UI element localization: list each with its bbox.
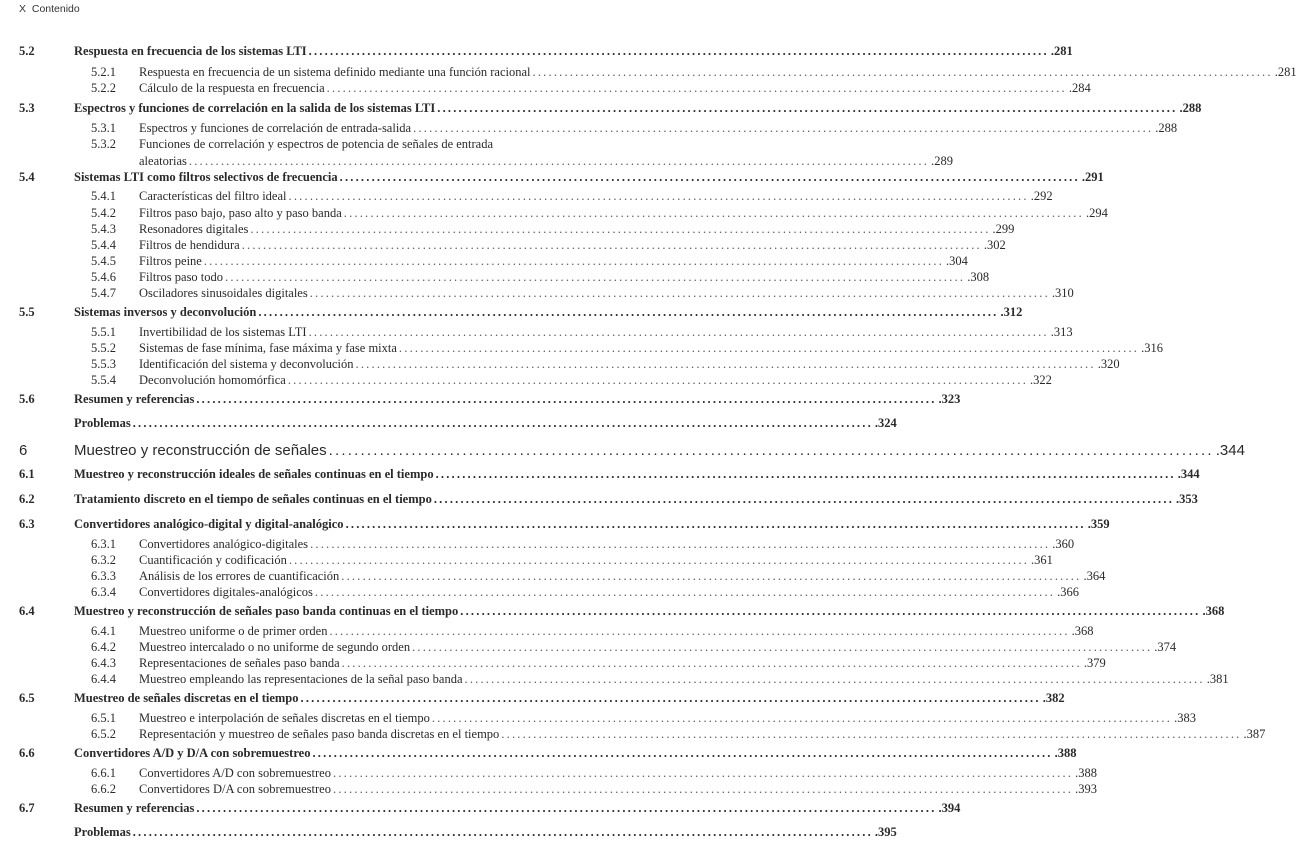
- toc-section[interactable]: [0, 392, 961, 408]
- dot-leader: ...........................................................................................................................................: [308, 44, 1049, 58]
- toc-page-number: .368: [1071, 624, 1094, 638]
- toc-title-line: [139, 672, 1229, 687]
- toc-title-line: [139, 189, 1053, 204]
- dot-leader: ...........................................................................................................................................: [464, 672, 1205, 686]
- toc-number: 5.3.1: [91, 121, 116, 135]
- toc-title-line: [74, 517, 1110, 532]
- dot-leader: ...........................................................................................................................................: [332, 766, 1074, 780]
- toc-subsection[interactable]: [0, 727, 1266, 743]
- running-header-label: Contenido: [31, 3, 80, 15]
- toc-page-number: .364: [1083, 569, 1106, 583]
- toc-page-number: .299: [992, 222, 1015, 236]
- toc-page-number: .291: [1081, 170, 1104, 184]
- toc-page-number: .316: [1141, 341, 1163, 355]
- toc-number: 6.4.3: [91, 656, 116, 670]
- toc-subsection[interactable]: [0, 238, 1006, 254]
- toc-subsection[interactable]: [0, 65, 1297, 81]
- toc-subsection[interactable]: [0, 711, 1196, 727]
- toc-title: Filtros de hendidura: [139, 238, 240, 252]
- dot-leader: ...........................................................................................................................................: [258, 305, 999, 319]
- toc-title-line: [74, 305, 1023, 320]
- toc-title-line: [139, 357, 1120, 372]
- toc-title: Tratamiento discreto en el tiempo de señales continuas en el tiempo: [74, 492, 432, 506]
- toc-title: Espectros y funciones de correlación en la salida de los sistemas LTI: [74, 101, 436, 115]
- dot-leader: ...........................................................................................................................................: [203, 254, 945, 268]
- toc-subsection[interactable]: [0, 270, 990, 286]
- toc-title-line: [139, 537, 1075, 552]
- dot-leader: ...........................................................................................................................................: [355, 357, 1096, 371]
- toc-title: Filtros paso todo: [139, 270, 224, 284]
- toc-title: Deconvolución homomórfica: [139, 373, 286, 387]
- toc-page-number: .324: [874, 416, 897, 430]
- dot-leader: ...........................................................................................................................................: [435, 467, 1176, 481]
- toc-title: Problemas: [74, 416, 131, 430]
- toc-title: Convertidores analógico-digitales: [139, 537, 309, 551]
- toc-number: 6.6.2: [91, 782, 116, 796]
- toc-title: Convertidores A/D y D/A con sobremuestreo: [74, 746, 311, 760]
- toc-subsection[interactable]: [0, 286, 1074, 302]
- toc-title: Cuantificación y codificación: [139, 553, 287, 567]
- toc-page-number: .388: [1054, 746, 1077, 760]
- dot-leader: ...........................................................................................................................................: [196, 801, 937, 815]
- toc-title: Resumen y referencias: [74, 801, 195, 815]
- toc-title-line: [139, 222, 1015, 237]
- toc-number: 5.4.2: [91, 206, 116, 220]
- toc-subsection[interactable]: [0, 624, 1094, 640]
- dot-leader: ...........................................................................................................................................: [341, 656, 1082, 670]
- toc-title: Muestreo y reconstrucción ideales de señales continuas en el tiempo: [74, 467, 434, 481]
- dot-leader: ...........................................................................................................................................: [288, 553, 1030, 567]
- dot-leader: ...........................................................................................................................................: [329, 624, 1070, 638]
- toc-number: 6.4: [19, 604, 35, 618]
- toc-title: Sistemas LTI como filtros selectivos de frecuencia: [74, 170, 338, 184]
- dot-leader: ...........................................................................................................................................: [437, 101, 1178, 115]
- toc-number: 6.5.1: [91, 711, 116, 725]
- toc-page-number: .294: [1085, 206, 1108, 220]
- toc-number: 5.4.1: [91, 189, 116, 203]
- toc-number: 5.4.7: [91, 286, 116, 300]
- toc-page-number: .366: [1057, 585, 1079, 599]
- toc-number: 5.6: [19, 392, 35, 406]
- toc-title-line: [139, 782, 1098, 797]
- dot-leader: ...........................................................................................................................................: [250, 222, 991, 236]
- toc-number: 5.2: [19, 44, 35, 58]
- dot-leader: ...........................................................................................................................................: [532, 65, 1273, 79]
- toc-title-line: [74, 691, 1065, 706]
- toc-title-line: [139, 766, 1098, 781]
- toc-subsection[interactable]: [0, 782, 1098, 798]
- toc-title: Resonadores digitales: [139, 222, 249, 236]
- toc-section[interactable]: [0, 746, 1077, 762]
- toc-number: 6.3.4: [91, 585, 116, 599]
- toc-page-number: .387: [1243, 727, 1266, 741]
- toc-page-number: .322: [1030, 373, 1052, 387]
- toc-number: 5.3.2: [91, 137, 116, 151]
- toc-title: Muestreo y reconstrucción de señales: [74, 442, 327, 459]
- dot-leader: ...........................................................................................................................................: [309, 286, 1050, 300]
- toc-page-number: .353: [1176, 492, 1198, 506]
- toc-subsection[interactable]: [0, 189, 1053, 205]
- toc-page-number: .381: [1206, 672, 1229, 686]
- toc-title-line: [139, 65, 1297, 80]
- toc-title-line: [139, 640, 1177, 655]
- toc-number: 5.2.1: [91, 65, 116, 79]
- toc-subsection[interactable]: [0, 640, 1177, 656]
- toc-number: 5.4: [19, 170, 35, 184]
- dot-leader: ...........................................................................................................................................: [341, 569, 1082, 583]
- toc-title-line: [74, 101, 1202, 116]
- toc-number: 5.5: [19, 305, 35, 319]
- toc-number: 5.4.5: [91, 254, 116, 268]
- toc-title-line: [139, 325, 1073, 340]
- dot-leader: ...........................................................................................................................................: [398, 341, 1140, 355]
- toc-title: Convertidores D/A con sobremuestreo: [139, 782, 331, 796]
- toc-title: Representación y muestreo de señales paso banda discretas en el tiempo: [139, 727, 500, 741]
- toc-page-number: .394: [938, 801, 961, 815]
- toc-title-line: [139, 154, 953, 169]
- toc-page-number: .292: [1030, 189, 1053, 203]
- toc-title: Muestreo y reconstrucción de señales paso banda continuas en el tiempo: [74, 604, 459, 618]
- toc-title-line: [139, 553, 1053, 568]
- toc-title: Filtros paso bajo, paso alto y paso banda: [139, 206, 342, 220]
- dot-leader: ...........................................................................................................................................: [501, 727, 1242, 741]
- toc-page-number: .281: [1050, 44, 1073, 58]
- page-number-roman: X: [19, 3, 27, 15]
- toc-page-number: .368: [1202, 604, 1225, 618]
- toc-title-line: [139, 206, 1108, 221]
- dot-leader: ...........................................................................................................................................: [132, 825, 873, 839]
- toc-title-line: [74, 604, 1225, 619]
- toc-title: Osciladores sinusoidales digitales: [139, 286, 308, 300]
- toc-subsection[interactable]: [0, 553, 1053, 569]
- toc-title: Muestreo intercalado o no uniforme de segundo orden: [139, 640, 411, 654]
- toc-page-number: .344: [1177, 467, 1200, 481]
- toc-title-line: [139, 727, 1266, 742]
- toc-section[interactable]: [0, 801, 961, 817]
- dot-leader: ...........................................................................................................................................: [300, 691, 1041, 705]
- toc-page-number: .312: [1000, 305, 1023, 319]
- toc-title-line: [74, 44, 1073, 59]
- dot-leader: ...........................................................................................................................................: [328, 442, 1214, 459]
- dot-leader: ...........................................................................................................................................: [314, 585, 1056, 599]
- toc-title: Convertidores digitales-analógicos: [139, 585, 313, 599]
- toc-title-line: [139, 270, 990, 285]
- toc-title: Sistemas inversos y deconvolución: [74, 305, 257, 319]
- toc-subsection[interactable]: [0, 341, 1163, 357]
- toc-page-number: .310: [1051, 286, 1074, 300]
- toc-chapter[interactable]: [0, 442, 1245, 459]
- toc-title-line: [74, 416, 897, 431]
- dot-leader: ...........................................................................................................................................: [196, 392, 937, 406]
- dot-leader: ...........................................................................................................................................: [188, 154, 930, 168]
- dot-leader: ...........................................................................................................................................: [460, 604, 1201, 618]
- dot-leader: ...........................................................................................................................................: [431, 711, 1173, 725]
- toc-page-number: .284: [1068, 81, 1091, 95]
- toc-title-line: [139, 656, 1106, 671]
- toc-subsection[interactable]: [0, 373, 1052, 389]
- toc-subsection[interactable]: [0, 569, 1106, 585]
- toc-title-line: [74, 801, 961, 816]
- toc-number: 5.2.2: [91, 81, 116, 95]
- toc-title-line: [139, 238, 1006, 253]
- toc-subsection[interactable]: [0, 766, 1098, 782]
- dot-leader: ...........................................................................................................................................: [433, 492, 1175, 506]
- toc-number: 6.6: [19, 746, 35, 760]
- toc-page-number: .288: [1179, 101, 1202, 115]
- toc-title-line: [139, 254, 968, 269]
- toc-title: Filtros peine: [139, 254, 202, 268]
- toc-title: Respuesta en frecuencia de los sistemas LTI: [74, 44, 307, 58]
- toc-number: 5.5.3: [91, 357, 116, 371]
- toc-title-line: [139, 624, 1094, 639]
- toc-section[interactable]: [0, 604, 1225, 620]
- toc-number: 6.1: [19, 467, 35, 481]
- toc-number: 6.4.1: [91, 624, 116, 638]
- toc-title: Muestreo uniforme o de primer orden: [139, 624, 328, 638]
- toc-page-number: .360: [1052, 537, 1075, 551]
- toc-subsection[interactable]: [0, 206, 1108, 222]
- toc-page-number: .374: [1154, 640, 1177, 654]
- toc-number: 5.4.3: [91, 222, 116, 236]
- toc-title: Características del filtro ideal: [139, 189, 287, 203]
- toc-section[interactable]: [0, 101, 1202, 117]
- toc-number: 6.4.4: [91, 672, 116, 686]
- toc-title-line: [74, 825, 897, 840]
- toc-page-number: .383: [1174, 711, 1196, 725]
- toc-section[interactable]: [0, 517, 1110, 533]
- toc-title-line: [74, 392, 961, 407]
- dot-leader: ...........................................................................................................................................: [345, 517, 1086, 531]
- toc-section[interactable]: [0, 44, 1073, 60]
- toc-number: 5.4.6: [91, 270, 116, 284]
- toc-title-line: [139, 286, 1074, 301]
- toc-title: Sistemas de fase mínima, fase máxima y fase mixta: [139, 341, 397, 355]
- toc-number: 6.5.2: [91, 727, 116, 741]
- dot-leader: ...........................................................................................................................................: [241, 238, 982, 252]
- running-header: [19, 3, 80, 15]
- toc-subsection[interactable]: [0, 357, 1120, 373]
- toc-page-number: .308: [967, 270, 990, 284]
- toc-number: 5.5.2: [91, 341, 116, 355]
- dot-leader: ...........................................................................................................................................: [288, 189, 1029, 203]
- toc-subsection[interactable]: [0, 672, 1229, 688]
- toc-number: 6.4.2: [91, 640, 116, 654]
- toc-section[interactable]: [0, 825, 897, 841]
- toc-number: 6.7: [19, 801, 35, 815]
- toc-page-number: .388: [1075, 766, 1098, 780]
- toc-title: Respuesta en frecuencia de un sistema definido mediante una función racional: [139, 65, 531, 79]
- toc-section[interactable]: [0, 416, 897, 432]
- toc-page-number: .304: [946, 254, 968, 268]
- toc-title: Muestreo empleando las representaciones de la señal paso banda: [139, 672, 463, 686]
- toc-page-number: .359: [1087, 517, 1110, 531]
- toc-number: 6.5: [19, 691, 35, 705]
- toc-title-line: [74, 492, 1198, 507]
- toc-number: 5.4.4: [91, 238, 116, 252]
- toc-subsection[interactable]: [0, 254, 968, 270]
- toc-page-number: .395: [874, 825, 897, 839]
- toc-title: Cálculo de la respuesta en frecuencia: [139, 81, 325, 95]
- dot-leader: ...........................................................................................................................................: [332, 782, 1074, 796]
- dot-leader: ...........................................................................................................................................: [287, 373, 1029, 387]
- toc-title-continuation: aleatorias: [139, 154, 187, 168]
- dot-leader: ...........................................................................................................................................: [326, 81, 1067, 95]
- toc-title: Resumen y referencias: [74, 392, 195, 406]
- dot-leader: ...........................................................................................................................................: [132, 416, 873, 430]
- toc-title-line: [139, 341, 1163, 356]
- toc-subsection[interactable]: [0, 325, 1073, 341]
- toc-page-number: .393: [1075, 782, 1098, 796]
- toc-section[interactable]: [0, 691, 1065, 707]
- toc-title: Convertidores A/D con sobremuestreo: [139, 766, 331, 780]
- dot-leader: ...........................................................................................................................................: [308, 325, 1049, 339]
- dot-leader: ...........................................................................................................................................: [413, 121, 1154, 135]
- toc-page-number: .281: [1274, 65, 1297, 79]
- toc-title: Problemas: [74, 825, 131, 839]
- toc-title: Espectros y funciones de correlación de entrada-salida: [139, 121, 412, 135]
- toc-number: 6.2: [19, 492, 35, 506]
- toc-number: 6.6.1: [91, 766, 116, 780]
- toc-title-line: [74, 467, 1200, 482]
- toc-number: 6.3: [19, 517, 35, 531]
- toc-subsection[interactable]: [0, 81, 1091, 97]
- toc-title: Análisis de los errores de cuantificación: [139, 569, 340, 583]
- toc-number: 5.5.4: [91, 373, 116, 387]
- toc-title: Convertidores analógico-digital y digital-analógico: [74, 517, 344, 531]
- toc-page-number: .313: [1050, 325, 1073, 339]
- toc-title-line: [139, 711, 1196, 726]
- toc-page-number: .344: [1215, 442, 1245, 459]
- dot-leader: ...........................................................................................................................................: [225, 270, 966, 284]
- toc-page-number: .379: [1083, 656, 1106, 670]
- toc-subsection[interactable]: [0, 121, 1178, 137]
- toc-title: Funciones de correlación y espectros de potencia de señales de entrada: [139, 137, 494, 151]
- dot-leader: ...........................................................................................................................................: [339, 170, 1080, 184]
- toc-page-number: .289: [931, 154, 953, 168]
- dot-leader: ...........................................................................................................................................: [312, 746, 1053, 760]
- toc-section[interactable]: [0, 305, 1023, 321]
- toc-section[interactable]: [0, 170, 1104, 186]
- toc-title-line: [74, 170, 1104, 185]
- toc-title: Invertibilidad de los sistemas LTI: [139, 325, 307, 339]
- toc-title-line: [74, 442, 1245, 459]
- toc-title-line: [139, 373, 1052, 388]
- toc-title-line: [139, 121, 1178, 136]
- toc-page-number: .302: [983, 238, 1006, 252]
- toc-section[interactable]: [0, 467, 1200, 483]
- toc-title-line: [139, 569, 1106, 584]
- dot-leader: ...........................................................................................................................................: [343, 206, 1084, 220]
- toc-title: Identificación del sistema y deconvolución: [139, 357, 354, 371]
- toc-number: 5.3: [19, 101, 35, 115]
- toc-page-number: .320: [1097, 357, 1120, 371]
- dot-leader: ...........................................................................................................................................: [412, 640, 1153, 654]
- toc-title-line: [139, 585, 1079, 600]
- toc-number: 6.3.3: [91, 569, 116, 583]
- toc-page-number: .361: [1031, 553, 1053, 567]
- toc-number: 6.3.2: [91, 553, 116, 567]
- toc-section[interactable]: [0, 492, 1198, 508]
- toc-number: 6.3.1: [91, 537, 116, 551]
- toc-number: 5.5.1: [91, 325, 116, 339]
- toc-title-line: [139, 81, 1091, 96]
- toc-number: 6: [19, 442, 28, 459]
- toc-title: Muestreo e interpolación de señales discretas en el tiempo: [139, 711, 430, 725]
- toc-subsection[interactable]: [0, 222, 1015, 238]
- toc-page-number: .323: [938, 392, 961, 406]
- toc-page-number: .288: [1155, 121, 1178, 135]
- toc-subsection[interactable]: [0, 656, 1106, 672]
- toc-title: Representaciones de señales paso banda: [139, 656, 340, 670]
- toc-page-number: .382: [1042, 691, 1065, 705]
- toc-subsection[interactable]: [0, 537, 1075, 553]
- dot-leader: ...........................................................................................................................................: [310, 537, 1051, 551]
- toc-subsection[interactable]: [0, 585, 1079, 601]
- toc-title-line: [74, 746, 1077, 761]
- toc-title: Muestreo de señales discretas en el tiempo: [74, 691, 299, 705]
- toc-subsection[interactable]: [0, 137, 953, 168]
